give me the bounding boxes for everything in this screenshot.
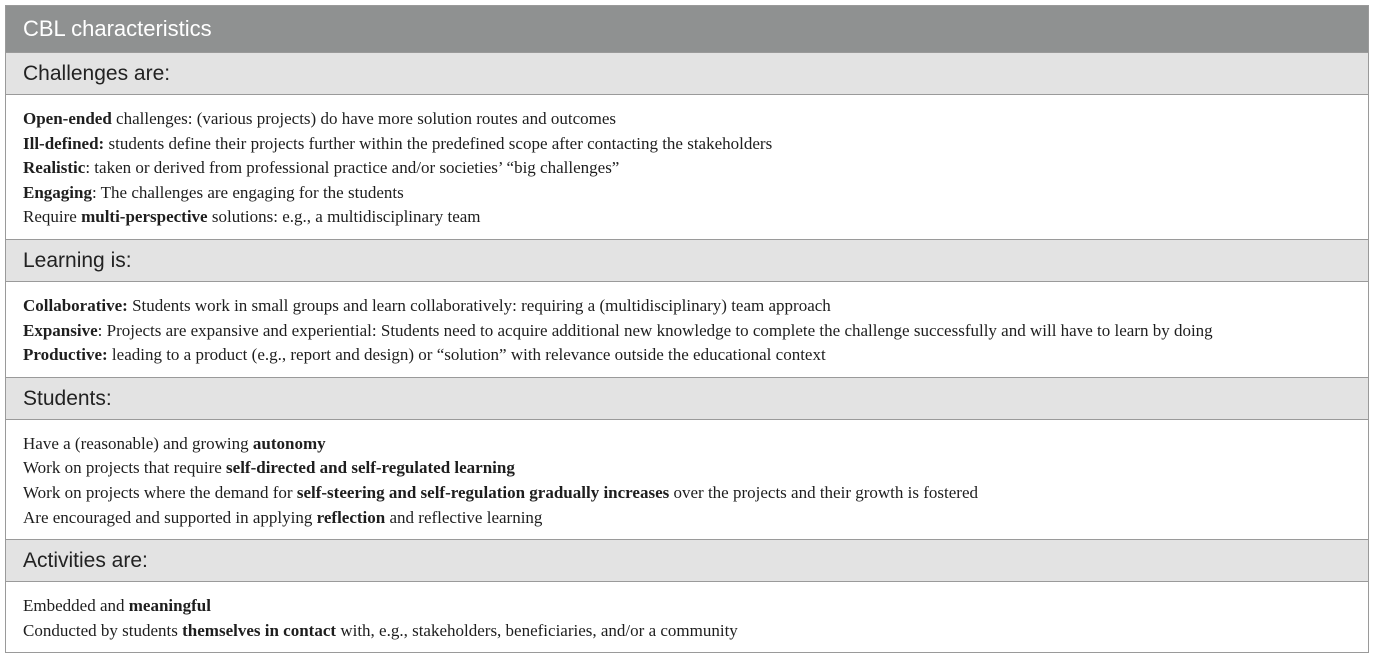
section-heading: Students:	[6, 377, 1368, 420]
list-item: Work on projects where the demand for self-steering and self-regulation gradually increases over the projects and their growth is fostered	[23, 482, 978, 502]
list-item: Work on projects that require self-directed and self-regulated learning	[23, 458, 515, 478]
section-students	[6, 377, 1368, 539]
section-activities	[6, 539, 1368, 652]
section-body	[6, 95, 1368, 239]
list-item: Engaging: The challenges are engaging for the students	[23, 182, 404, 202]
section-body	[6, 420, 1368, 539]
section-challenges	[6, 52, 1368, 239]
section-heading: Activities are:	[6, 539, 1368, 582]
list-item: Expansive: Projects are expansive and experiential: Students need to acquire additional new knowledge to complete the challenge successfully and will have to learn by doing	[23, 320, 1213, 340]
list-item: Have a (reasonable) and growing autonomy	[23, 433, 326, 453]
section-heading: Challenges are:	[6, 52, 1368, 95]
table-title: CBL characteristics	[6, 6, 1368, 52]
list-item: Are encouraged and supported in applying reflection and reflective learning	[23, 507, 543, 527]
section-learning	[6, 239, 1368, 377]
section-body	[6, 582, 1368, 652]
list-item: Embedded and meaningful	[23, 596, 211, 616]
list-item: Ill-defined: students define their projects further within the predefined scope after contacting the stakeholders	[23, 133, 773, 153]
list-item: Productive: leading to a product (e.g., report and design) or “solution” with relevance outside the educational context	[23, 345, 826, 365]
list-item: Open-ended challenges: (various projects) do have more solution routes and outcomes	[23, 109, 616, 128]
section-heading: Learning is:	[6, 239, 1368, 282]
cbl-characteristics-table	[5, 5, 1369, 653]
list-item: Collaborative: Students work in small groups and learn collaboratively: requiring a (multidisciplinary) team approach	[23, 295, 831, 315]
list-item: Require multi-perspective solutions: e.g., a multidisciplinary team	[23, 207, 481, 227]
list-item: Realistic: taken or derived from professional practice and/or societies’ “big challenges”	[23, 158, 620, 178]
section-body	[6, 282, 1368, 377]
list-item: Conducted by students themselves in contact with, e.g., stakeholders, beneficiaries, and/or a community	[23, 620, 738, 640]
